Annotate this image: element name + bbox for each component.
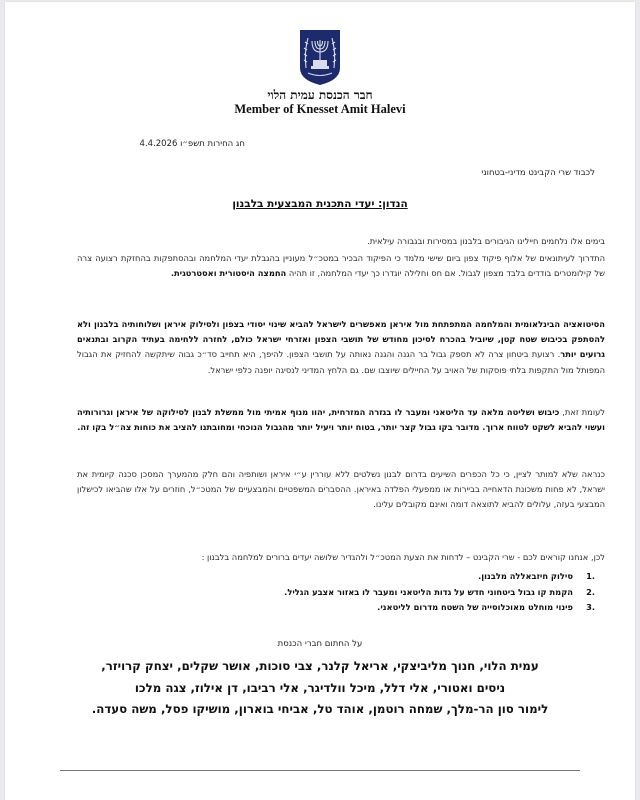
paragraph-briefing-emphasis: החמצה היסטורית ואסטרטגית. xyxy=(170,268,287,279)
goal-text: הקמת קו גבול ביטחוני חדש על גדות הליטאני ומעבר לו באזור אצבע הגליל. xyxy=(284,586,573,597)
goal-item xyxy=(75,569,595,585)
paragraph-alternative xyxy=(77,405,605,435)
letter-page xyxy=(5,2,635,800)
signatories-line: לימור סון הר-מלך, שמחה רוטמן, אוהד טל, אביחי בוארון, מושיקו פסל, משה סעדה. xyxy=(91,702,549,716)
goal-number: .2 xyxy=(586,586,595,597)
letterhead xyxy=(5,28,635,116)
footer-divider xyxy=(60,770,580,771)
letterhead-english-title: Member of Knesset Amit Halevi xyxy=(234,102,406,116)
goal-number: .3 xyxy=(586,602,595,612)
signatures-label: על החתום חברי הכנסת xyxy=(277,639,363,649)
goal-number: .1 xyxy=(586,571,595,581)
goal-text: סילוק חיזבאללה מלבנון. xyxy=(478,571,573,581)
paragraph-situation-text: . רצועת ביטחון צרה לא תספק גבול בר הגנה והגנה נאותה על תושבי הצפון. להיפך, היא תחייב סד״כ גבוה שיתקשה להחזיק את הגבול המפותל מול התקפות בלתי פוסקות של האויב על החיילים שיוצבו שם. גם הלחץ המדיני לנסיגה יופנה כלפי ישראל. xyxy=(77,349,605,375)
emblem-of-israel-icon xyxy=(298,28,342,86)
signatories xyxy=(25,656,615,721)
paragraph-call-to-action: לכן, אנחנו קוראים לכם - שרי הקבינט – לדחות את הצעת המטכ״ל ולהגדיר שלושה יעדים ברורים למלחמה בלבנון : xyxy=(201,552,605,562)
letterhead-hebrew-title: חבר הכנסת עמית הלוי xyxy=(267,88,373,102)
paragraph-briefing xyxy=(77,251,605,281)
paragraph-alternative-emphasis: כיבוש ושליטה מלאה עד הליטאני ומעבר לו בגזרה המזרחית, יהוו מנוף אמיתי מול ממשלת לבנון לסילוקה של איראן וגרורותיה ועשוי להביא לשקט לטווח ארוך. מדובר בקו גבול קצר יותר, בטוח יותר ויעיל יותר מהגבול הנוכחי ומחובתנו להציב את כוחות צה״ל בקו זה. xyxy=(77,407,605,433)
paragraph-opening: בימים אלו נלחמים חיילינו הגיבורים בלבנון במסירות ובגבורה עילאית. xyxy=(367,236,605,246)
paragraph-alternative-lead: לעומת זאת, xyxy=(559,407,605,417)
subject-heading xyxy=(5,198,635,210)
signatories-line: ניסים ואטורי, אלי דלל, מיכל וולדיגר, אלי רביבו, דן אילוז, צגה מלכו xyxy=(134,680,506,695)
recipient-line: לכבוד שרי הקבינט מדיני-בטחוני xyxy=(481,168,595,178)
goal-item xyxy=(75,585,595,601)
paragraph-situation xyxy=(77,317,605,378)
goal-text: פינוי מוחלט מאוכלוסייה של השטח מדרום לליטאני. xyxy=(377,602,573,612)
subject-text: הנדון: יעדי התכנית המבצעית בלבנון xyxy=(232,198,408,210)
paragraph-situation-emphasis: הסיטואציה הבינלאומית והמלחמה המתפתחת מול איראן מאפשרים לישראל להביא שינוי יסודי בצפון ולסילוק איראן ושלוחותיה בלבנון ולא להסתפק בכיבוש שטח קטן, שיוביל בהכרח לסיכון מחודש של תושבי הצפון ואזרחי ישראל כולם, לחזרה ללחימה בעתיד הקרוב ובתנאים גרועים יותר xyxy=(77,319,605,360)
signatories-line: עמית הלוי, חנוך מליביצקי, אריאל קלנר, צבי סוכות, אושר שקלים, יצחק קרויזר, xyxy=(101,659,539,673)
paragraph-briefing-text: התדרוך לעיתונאים של אלוף פיקוד צפון ביום שישי מלמד כי הפיקוד הבכיר במטכ״ל מעוניין בהגבלת יעדי המלחמה ובהסתפקות בהחזקת רצועה צרה של קילומטרים בודדים בלבד מצפון לגבול. אם חס וחלילה יוגדרו כך יעדי המלחמה, זו תהיה xyxy=(77,253,605,279)
goal-item xyxy=(75,600,595,616)
paragraph-villages: כנראה שלא למותר לציין, כי כל הכפרים השיעים בדרום לבנון נשלטים ללא עוררין ע״י איראן ושותפיה והם חלק מהמערך המסכן סכנה קיומית את ישראל, לא פחות משכונת הדאחייה בביירות או ממפעלי הפלדה באיראן. ההסברים המשפטיים והמבצעיים של המטכ״ל, חוזרים על אלו שהביאו לכישלון המבצעי בעזה, עלולים להביא לתוצאה דומה ואינם מקובלים עלינו. xyxy=(77,469,605,510)
date-line: חג החירות תשפ״ו 4.4.2026 xyxy=(139,139,245,149)
goals-list xyxy=(75,569,595,616)
